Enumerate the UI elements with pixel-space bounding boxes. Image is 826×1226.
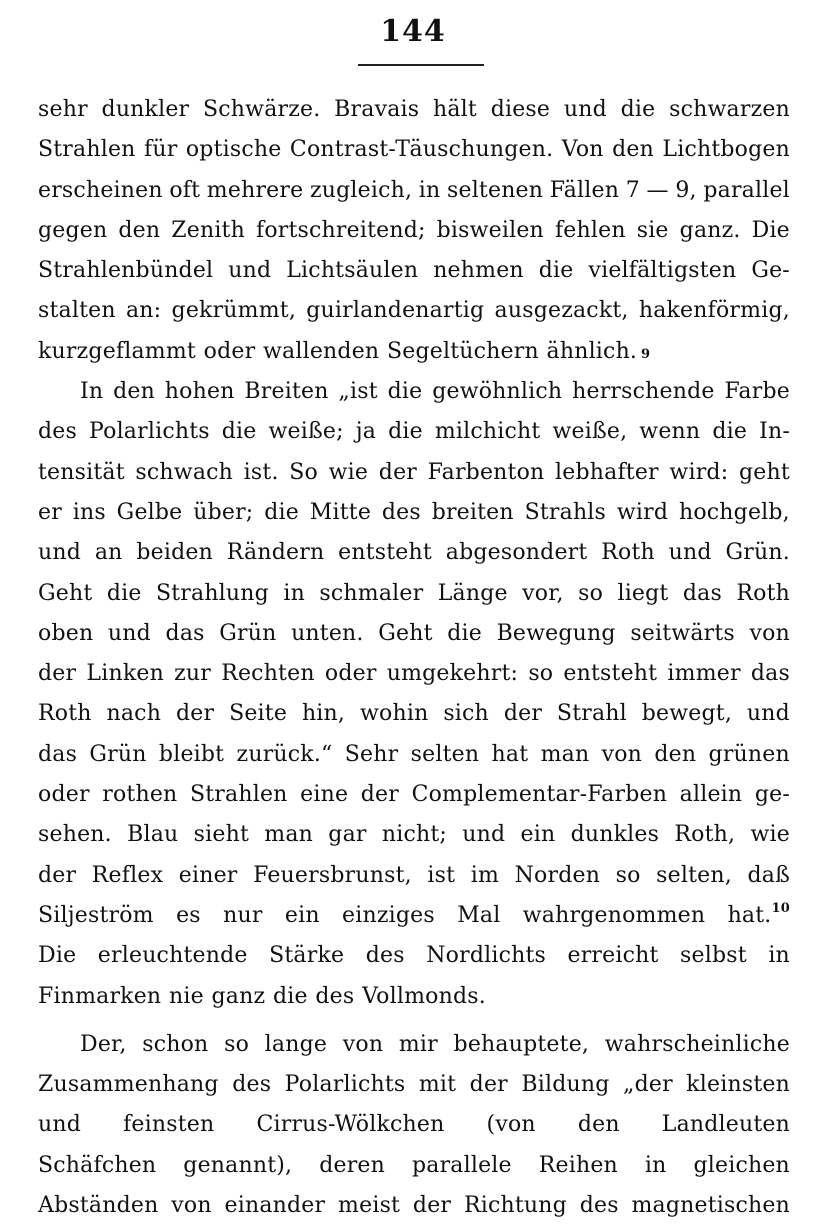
word: in (644, 1152, 667, 1178)
word: so (615, 862, 641, 888)
word: über; (193, 499, 254, 525)
word: wird (616, 499, 669, 525)
word: selten, (656, 862, 732, 888)
word: für (143, 137, 178, 163)
word: Feuersbrunst, (253, 862, 412, 888)
word: weiße; (268, 419, 344, 445)
word: von (601, 741, 643, 767)
text-line (38, 171, 790, 211)
word: Bewegung (496, 620, 616, 646)
word: In (80, 379, 104, 405)
word: Strahlung (155, 580, 269, 606)
word: erleuchtende (97, 943, 248, 969)
word: an (94, 540, 123, 566)
text-line (38, 130, 790, 170)
word: die (538, 258, 574, 284)
word: er (38, 499, 62, 525)
word: Richtung (463, 1193, 567, 1219)
word: Bildung (521, 1072, 610, 1098)
word: sieht (193, 822, 250, 848)
word: von (342, 1031, 384, 1057)
word: Nordlichts (426, 943, 546, 969)
word: Sehr (344, 741, 399, 767)
word: und (462, 822, 506, 848)
word: des (315, 983, 355, 1009)
word: vor, (522, 580, 564, 606)
word: gleichen (693, 1152, 790, 1178)
word: weiße, (552, 419, 628, 445)
word: die (221, 419, 257, 445)
word: nehmen (433, 258, 524, 284)
word: Linken (86, 661, 164, 687)
word: der (38, 661, 77, 687)
text-line (38, 533, 790, 573)
word: breiten (431, 499, 514, 525)
word: der (360, 782, 399, 808)
word: die (106, 580, 142, 606)
word: schwach (135, 459, 234, 485)
word: Roth (736, 580, 790, 606)
word: Stärke (269, 943, 345, 969)
header-rule (358, 64, 484, 66)
word: Roth, (674, 822, 736, 848)
text-line (38, 493, 790, 533)
word: Fällen (549, 177, 620, 203)
word: Siljeström (38, 902, 154, 928)
text-line (38, 1146, 790, 1186)
word: feinsten (123, 1112, 215, 1138)
word: die (447, 620, 482, 646)
word: und (746, 701, 790, 727)
word: schon (142, 1031, 209, 1057)
word: der (378, 459, 418, 485)
word: in (768, 943, 790, 969)
text-line (38, 90, 790, 130)
word: Roth (38, 701, 92, 727)
word: hohen (164, 379, 235, 405)
word: So (289, 459, 318, 485)
word: ein (284, 902, 320, 928)
text-line (38, 735, 790, 775)
word: gewöhnlich (432, 379, 563, 405)
word: Strahlen (38, 137, 136, 163)
word: Die (38, 943, 77, 969)
word: den (113, 379, 155, 405)
word: zurück.“ (236, 741, 333, 767)
word: des (381, 499, 421, 525)
word: ja (355, 419, 377, 445)
word: fortschreitend; (255, 217, 426, 243)
word: allein (679, 782, 743, 808)
word: der (38, 862, 77, 888)
word: Bravais (334, 97, 420, 122)
word: wahrscheinliche (604, 1031, 790, 1057)
word: bleibt (158, 741, 225, 767)
word: guirlandenartig (306, 298, 485, 324)
word: Abständen (38, 1193, 159, 1219)
text-line (38, 1186, 790, 1226)
word: wahrgenommen (522, 902, 706, 928)
word: einander (224, 1193, 326, 1219)
word: hat (491, 741, 529, 767)
word: den (577, 1112, 620, 1138)
word: Reihen (538, 1152, 618, 1178)
word: bisweilen (436, 217, 544, 243)
word: hin, (301, 701, 346, 727)
word: tensität (38, 459, 125, 485)
word: Contrast-Täuschungen. (289, 137, 554, 163)
word: den (118, 217, 161, 243)
word: Geht (38, 580, 93, 606)
word: dunkler (101, 97, 190, 122)
word: der (503, 701, 543, 727)
text-line (38, 694, 790, 734)
word: und (668, 540, 712, 566)
word: es (176, 902, 201, 928)
word: so (224, 1031, 250, 1057)
word: lebhafter (555, 459, 659, 485)
word: des (579, 1193, 619, 1219)
word: im (470, 862, 500, 888)
text-line (38, 775, 790, 815)
word: sehen. (38, 822, 112, 848)
text-line (38, 896, 790, 936)
word: liegt (617, 580, 669, 606)
word: wie (328, 459, 369, 485)
word: Strahl (556, 701, 627, 727)
text-line (38, 291, 790, 331)
word: dunkles (570, 822, 660, 848)
word: erreicht (567, 943, 659, 969)
word: an: (125, 298, 162, 324)
word: seltenen (446, 177, 544, 203)
word: schmaler (319, 580, 424, 606)
word: in (283, 580, 305, 606)
word: zur (174, 661, 212, 687)
word: man (540, 741, 590, 767)
word: Roth (601, 540, 655, 566)
word: Breiten (244, 379, 329, 405)
word: nicht; (381, 822, 448, 848)
word: Complementar-Farben (411, 782, 668, 808)
word: mehrere (206, 177, 304, 203)
text-line (38, 251, 790, 291)
word: daß (747, 862, 790, 888)
text-line (38, 1025, 790, 1065)
text-line (38, 211, 790, 251)
word: parallele (411, 1152, 512, 1178)
word: so (528, 661, 554, 687)
word: hat.$^{10}$ (727, 900, 790, 928)
word: Farbenton (427, 459, 545, 485)
word: immer (667, 661, 741, 687)
word: abgesondert (445, 540, 588, 566)
word: selten (410, 741, 480, 767)
word: — (646, 177, 669, 203)
word: ein (520, 822, 556, 848)
word: Länge (437, 580, 508, 606)
word: Vollmonds. (362, 983, 486, 1009)
word: Geht (378, 620, 433, 646)
word: des (365, 943, 405, 969)
word: Zenith (171, 217, 245, 243)
word: hochgelb, (678, 499, 790, 525)
word: wohin (359, 701, 429, 727)
word: Der, (80, 1031, 127, 1057)
word: Rändern (226, 540, 325, 566)
word: Lichtbogen (662, 137, 790, 163)
text-line: kurzgeflammt oder wallenden Segeltüchern ähnlich. 9 (38, 332, 790, 372)
text-line (38, 372, 790, 412)
word: mit (418, 1072, 457, 1098)
word: des (38, 419, 77, 445)
word: seitwärts (630, 620, 735, 646)
text-line (38, 654, 790, 694)
word: sie (636, 217, 669, 243)
word: genannt), (183, 1152, 293, 1178)
word: in (418, 177, 441, 203)
word: wenn (639, 419, 701, 445)
word: Strahlen (190, 782, 288, 808)
word: diese (490, 97, 551, 122)
word: oder (203, 338, 256, 364)
word: oft (169, 177, 201, 203)
word: wird: (669, 459, 729, 485)
word: 7 (625, 177, 640, 203)
word: (von (486, 1112, 536, 1138)
word: grünen (708, 741, 790, 767)
word: mir (398, 1031, 438, 1057)
word: entsteht (338, 540, 432, 566)
word: Ge- (751, 258, 790, 284)
word: Mitte (309, 499, 372, 525)
word: Grün (219, 620, 277, 646)
word: Segeltüchern (386, 338, 539, 364)
word: 9, (675, 177, 697, 203)
word: Finmarken (38, 983, 162, 1009)
word: erscheinen (38, 177, 163, 203)
word: und (107, 620, 151, 646)
word: stalten (38, 298, 116, 324)
word: und (38, 1112, 82, 1138)
word: Zusammenhang (38, 1072, 219, 1098)
word: Blau (127, 822, 179, 848)
word: oder (38, 782, 90, 808)
word: „der (622, 1072, 673, 1098)
word: gar (328, 822, 367, 848)
word: ge- (754, 782, 790, 808)
word: Strahls (524, 499, 607, 525)
word: nur (223, 902, 263, 928)
word: magnetischen (631, 1193, 790, 1219)
word: und (228, 258, 272, 284)
word: wie (750, 822, 790, 848)
word: herrschende (572, 379, 715, 405)
word: Norden (514, 862, 601, 888)
word: Schwärze. (203, 97, 321, 122)
word: entsteht (563, 661, 658, 687)
word: In- (759, 419, 790, 445)
word: parallel (703, 177, 790, 203)
text-line (38, 614, 790, 654)
word: ausgezackt, (494, 298, 629, 324)
word: Cirrus-Wölkchen (256, 1112, 445, 1138)
word: Landleuten (661, 1112, 790, 1138)
word: schwarzen (669, 97, 790, 122)
word: umgekehrt: (386, 661, 519, 687)
word: eine (300, 782, 349, 808)
word: oder (324, 661, 377, 687)
word: Rechten (221, 661, 315, 687)
word: einer (178, 862, 238, 888)
word: und (38, 540, 82, 566)
word: meist (338, 1193, 401, 1219)
word: die (264, 499, 299, 525)
word: nach (106, 701, 162, 727)
word: gegen (38, 217, 108, 243)
text-line (38, 1105, 790, 1145)
word: Lichtsäulen (286, 258, 419, 284)
word: milchicht (434, 419, 541, 445)
word: Farbe (724, 379, 790, 405)
text-line (38, 453, 790, 493)
word: kurzgeflammt (38, 338, 196, 364)
text-line (38, 936, 790, 976)
word: den (612, 137, 654, 163)
word: hält (432, 97, 477, 122)
word: von (171, 1193, 212, 1219)
word: Mal (457, 902, 501, 928)
word: Polarlichts (284, 1072, 406, 1098)
word: zugleich, (309, 177, 413, 203)
word: ganz. (679, 217, 741, 243)
text-line (38, 977, 790, 1017)
word: Seite (229, 701, 288, 727)
word: der (175, 701, 215, 727)
word: so (578, 580, 604, 606)
word: Grün (89, 741, 147, 767)
footnote-marker: 10 (771, 900, 790, 916)
word: des (232, 1072, 272, 1098)
word: das (38, 741, 78, 767)
word: der (469, 1072, 508, 1098)
word: man (264, 822, 314, 848)
word: der (412, 1193, 452, 1219)
word: nie (168, 983, 204, 1009)
word: den (654, 741, 697, 767)
word: hakenförmig, (638, 298, 790, 324)
word: ins (72, 499, 106, 525)
word: und (563, 97, 607, 122)
word: wallenden (263, 338, 380, 364)
word: ganz (211, 983, 266, 1009)
word: Schäfchen (38, 1152, 157, 1178)
word: Grün. (725, 540, 790, 566)
word: die (388, 419, 423, 445)
word: ist. (243, 459, 279, 485)
word: sich (443, 701, 489, 727)
word: einziges (342, 902, 435, 928)
word: ähnlich. (546, 338, 638, 364)
word: das (165, 620, 205, 646)
word: Reflex (91, 862, 164, 888)
word: rothen (102, 782, 178, 808)
word: Polarlichts (89, 419, 210, 445)
word: von (749, 620, 790, 646)
word: deren (319, 1152, 386, 1178)
word: selbst (680, 943, 747, 969)
word: Von (561, 137, 604, 163)
text-line (38, 412, 790, 452)
word: unten. (291, 620, 364, 646)
word: kleinsten (686, 1072, 790, 1098)
page-number: 144 (380, 14, 446, 49)
word: bewegt, (641, 701, 733, 727)
word: das (750, 661, 790, 687)
word: die (712, 419, 748, 445)
text-line (38, 856, 790, 896)
word: optische (185, 137, 282, 163)
word: die (620, 97, 656, 122)
word: beiden (136, 540, 213, 566)
text-line (38, 574, 790, 614)
word: oben (38, 620, 94, 646)
word: das (682, 580, 722, 606)
word: lange (264, 1031, 328, 1057)
word: die (387, 379, 423, 405)
text-line (38, 1065, 790, 1105)
word: die (272, 983, 308, 1009)
text-line (38, 815, 790, 855)
word: sehr (38, 97, 88, 122)
body-text (38, 90, 790, 1226)
word: ist (427, 862, 456, 888)
word: behauptete, (453, 1031, 590, 1057)
word: fehlen (554, 217, 626, 243)
word: Strahlenbündel (38, 258, 214, 284)
word: geht (738, 459, 790, 485)
word: Gelbe (116, 499, 183, 525)
word: gekrümmt, (171, 298, 297, 324)
word: vielfältigsten (588, 258, 737, 284)
word: „ist (338, 379, 378, 405)
word: Die (751, 217, 790, 243)
